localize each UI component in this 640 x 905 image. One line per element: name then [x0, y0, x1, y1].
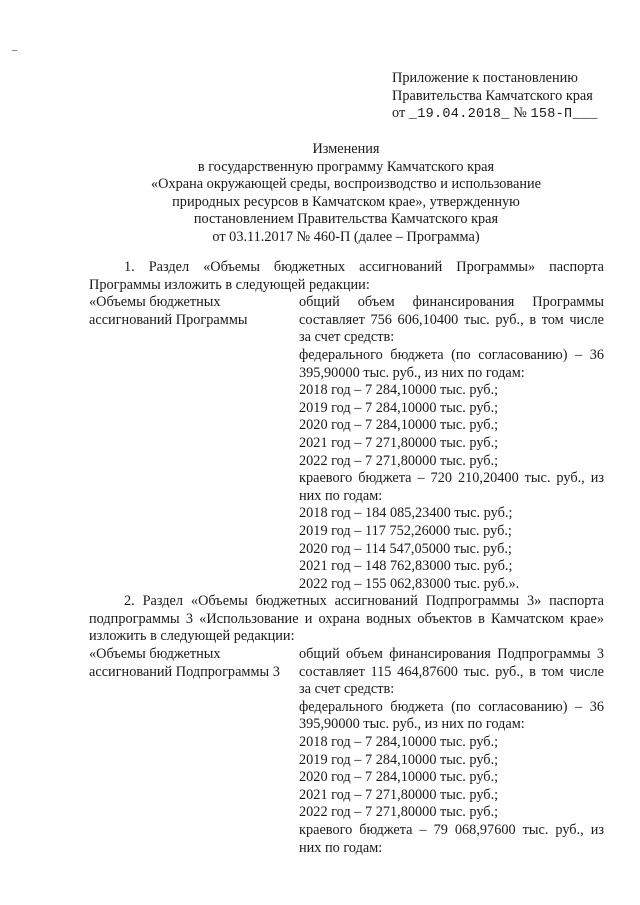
value-line: общий объем финансирования Программы составляет 756 606,10400 тыс. руб., в том числе за счет средств:	[299, 294, 604, 346]
section-2-values	[299, 646, 604, 857]
document-header	[392, 70, 622, 124]
section-1-label: «Объемы бюджетных ассигнований Программы	[89, 294, 248, 328]
value-line: краевого бюджета – 720 210,20400 тыс. руб., из них по годам:	[299, 470, 604, 504]
value-line: 2020 год – 114 547,05000 тыс. руб.;	[299, 540, 512, 557]
title-line: природных ресурсов в Камчатском крае», утвержденную	[172, 193, 520, 210]
value-line: 2020 год – 7 284,10000 тыс. руб.;	[299, 417, 499, 434]
document-date: _19.04.2018_	[408, 107, 510, 123]
title-line: в государственную программу Камчатского края	[197, 158, 495, 175]
header-line-2: Правительства Камчатского края	[392, 87, 593, 104]
value-line: 2022 год – 7 271,80000 тыс. руб.;	[299, 804, 499, 821]
value-line: 2020 год – 7 284,10000 тыс. руб.;	[299, 769, 499, 786]
value-line: 2019 год – 7 284,10000 тыс. руб.;	[299, 751, 499, 768]
section-1-intro: 1. Раздел «Объемы бюджетных ассигнований Программы» паспорта Программы изложить в следующей редакции:	[89, 259, 604, 293]
title-line: Изменения	[312, 141, 380, 157]
title-line: от 03.11.2017 № 460-П (далее – Программа)	[212, 228, 480, 245]
header-line-1: Приложение к постановлению	[392, 70, 578, 86]
document-title	[90, 141, 602, 247]
value-line: 2018 год – 184 085,23400 тыс. руб.;	[299, 505, 513, 522]
section-2-label: «Объемы бюджетных ассигнований Подпрограммы 3	[89, 646, 280, 680]
header-date-line	[392, 105, 622, 124]
title-line: постановлением Правительства Камчатского края	[193, 211, 499, 228]
value-line: 2018 год – 7 284,10000 тыс. руб.;	[299, 734, 499, 751]
value-line: краевого бюджета – 79 068,97600 тыс. руб., из них по годам:	[299, 822, 604, 856]
value-line: 2022 год – 7 271,80000 тыс. руб.;	[299, 452, 499, 469]
section-2-intro: 2. Раздел «Объемы бюджетных ассигнований Подпрограммы 3» паспорта подпрограммы 3 «Использование и охрана водных объектов в Камчатском крае» изложить в следующей редакции:	[89, 593, 604, 645]
section-1-values	[299, 294, 604, 593]
value-line: федерального бюджета (по согласованию) – 36 395,90000 тыс. руб., из них по годам:	[299, 698, 604, 733]
section-1-table	[89, 294, 604, 593]
margin-mark	[12, 50, 17, 51]
value-line: федерального бюджета (по согласованию) – 36 395,90000 тыс. руб., из них по годам:	[299, 346, 604, 381]
value-line: 2022 год – 155 062,83000 тыс. руб.».	[299, 575, 520, 592]
date-prefix: от	[392, 105, 406, 122]
section-2-table	[89, 646, 604, 857]
number-prefix: №	[513, 105, 527, 122]
value-line: 2021 год – 7 271,80000 тыс. руб.;	[299, 434, 499, 451]
value-line: 2021 год – 148 762,83000 тыс. руб.;	[299, 558, 513, 575]
value-line: 2019 год – 7 284,10000 тыс. руб.;	[299, 399, 499, 416]
value-line: 2018 год – 7 284,10000 тыс. руб.;	[299, 382, 499, 399]
value-line: 2021 год – 7 271,80000 тыс. руб.;	[299, 786, 499, 803]
document-number: 158-П___	[530, 107, 598, 123]
value-line: 2019 год – 117 752,26000 тыс. руб.;	[299, 522, 512, 539]
title-line: «Охрана окружающей среды, воспроизводство и использование	[150, 176, 541, 193]
value-line: общий объем финансирования Подпрограммы 3 составляет 115 464,87600 тыс. руб., в том числе за счет средств:	[299, 646, 604, 698]
document-body	[89, 259, 604, 857]
